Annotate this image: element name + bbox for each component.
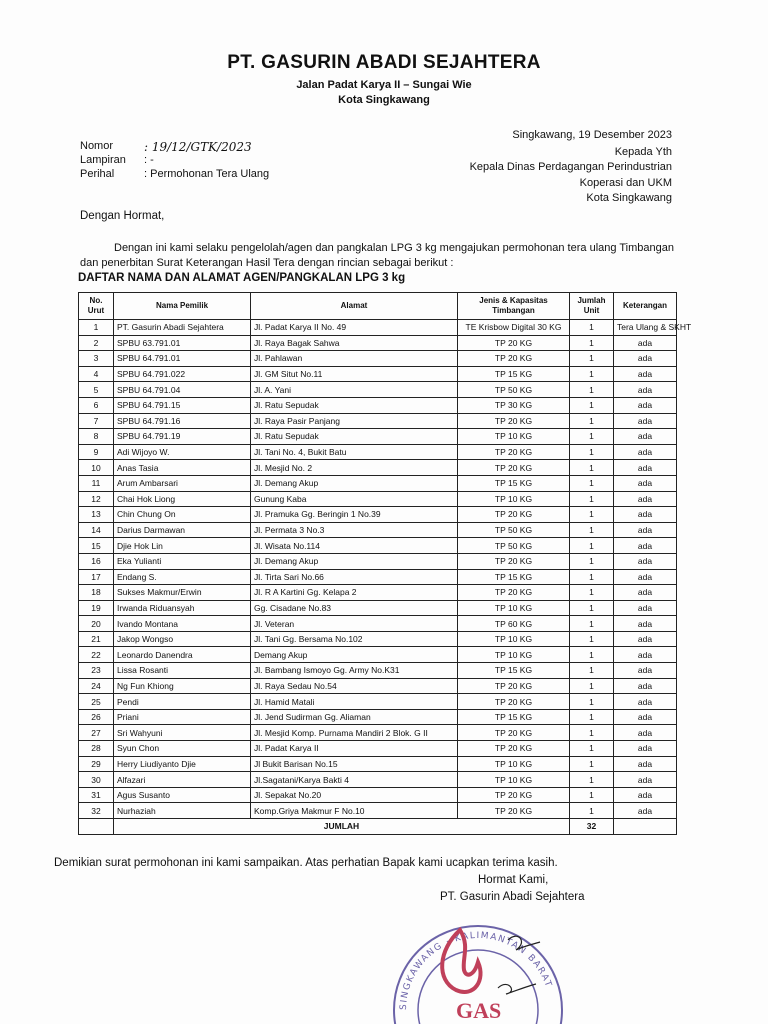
recipient-block	[470, 128, 672, 207]
table-cell: 1	[570, 569, 614, 585]
signer-company: PT. Gasurin Abadi Sejahtera	[440, 891, 585, 903]
table-cell: Jl. Demang Akup	[251, 475, 458, 491]
table-cell: 1	[570, 413, 614, 429]
nomor-value: : 19/12/GTK/2023	[144, 140, 252, 154]
table-cell: Adi Wijoyo W.	[114, 444, 251, 460]
table-cell: ada	[614, 631, 677, 647]
table-cell: TP 50 KG	[458, 522, 570, 538]
body-paragraph	[80, 241, 674, 271]
table-cell: 1	[570, 491, 614, 507]
table-cell: Lissa Rosanti	[114, 663, 251, 679]
table-cell: Endang S.	[114, 569, 251, 585]
column-header: Alamat	[251, 293, 458, 320]
table-cell: Jl. Pramuka Gg. Beringin 1 No.39	[251, 507, 458, 523]
table-cell: 9	[79, 444, 114, 460]
table-cell: 14	[79, 522, 114, 538]
table-cell: TP 10 KG	[458, 491, 570, 507]
table-cell: 1	[79, 320, 114, 336]
table-cell: Jl. A. Yani	[251, 382, 458, 398]
table-cell: TP 15 KG	[458, 709, 570, 725]
table-cell: 1	[570, 709, 614, 725]
table-cell: 24	[79, 678, 114, 694]
table-cell: 22	[79, 647, 114, 663]
table-cell: TP 10 KG	[458, 756, 570, 772]
table-cell: ada	[614, 335, 677, 351]
table-cell: SPBU 64.791.15	[114, 397, 251, 413]
table-row	[79, 522, 677, 538]
table-cell: ada	[614, 475, 677, 491]
table-cell: ada	[614, 553, 677, 569]
table-cell: 1	[570, 741, 614, 757]
table-row	[79, 366, 677, 382]
table-cell: 1	[570, 460, 614, 476]
column-header: Jumlah Unit	[570, 293, 614, 320]
table-cell: 1	[570, 444, 614, 460]
table-cell: PT. Gasurin Abadi Sejahtera	[114, 320, 251, 336]
table-cell: ada	[614, 444, 677, 460]
table-cell: TP 20 KG	[458, 507, 570, 523]
table-cell: 17	[79, 569, 114, 585]
table-cell: 1	[570, 553, 614, 569]
table-cell: 1	[570, 382, 614, 398]
table-cell: 1	[570, 787, 614, 803]
total-row	[79, 819, 677, 835]
table-cell: ada	[614, 756, 677, 772]
table-cell: Jl. Tani No. 4, Bukit Batu	[251, 444, 458, 460]
table-cell: Jl. R A Kartini Gg. Kelapa 2	[251, 585, 458, 601]
table-cell: 31	[79, 787, 114, 803]
table-cell: Jl. Sepakat No.20	[251, 787, 458, 803]
table-cell: Nurhaziah	[114, 803, 251, 819]
table-cell: TP 15 KG	[458, 366, 570, 382]
table-cell: 20	[79, 616, 114, 632]
table-cell: Jl. Tani Gg. Bersama No.102	[251, 631, 458, 647]
table-cell: TP 20 KG	[458, 803, 570, 819]
table-cell: 1	[570, 366, 614, 382]
table-cell: Jl. Pahlawan	[251, 351, 458, 367]
table-cell: Alfazari	[114, 772, 251, 788]
table-cell: Gg. Cisadane No.83	[251, 600, 458, 616]
table-cell: Jl. Raya Sedau No.54	[251, 678, 458, 694]
table-cell: 1	[570, 351, 614, 367]
table-row	[79, 507, 677, 523]
table-cell: TE Krisbow Digital 30 KG	[458, 320, 570, 336]
table-cell: Jl. Ratu Sepudak	[251, 397, 458, 413]
table-cell: 1	[570, 600, 614, 616]
table-cell: 27	[79, 725, 114, 741]
table-cell: ada	[614, 663, 677, 679]
table-row	[79, 351, 677, 367]
table-cell: 23	[79, 663, 114, 679]
table-cell: 4	[79, 366, 114, 382]
table-cell: 1	[570, 803, 614, 819]
table-cell: Jl. Permata 3 No.3	[251, 522, 458, 538]
salutation: Dengan Hormat,	[80, 210, 165, 222]
table-cell: ada	[614, 366, 677, 382]
table-row	[79, 616, 677, 632]
table-cell: 1	[570, 678, 614, 694]
recipient-line-4: Kota Singkawang	[586, 192, 672, 204]
table-row	[79, 725, 677, 741]
table-row	[79, 460, 677, 476]
table-cell: ada	[614, 351, 677, 367]
table-cell: Herry Liudiyanto Djie	[114, 756, 251, 772]
table-row	[79, 491, 677, 507]
table-cell: Jakop Wongso	[114, 631, 251, 647]
table-cell: TP 20 KG	[458, 678, 570, 694]
table-row	[79, 538, 677, 554]
table-cell: ada	[614, 772, 677, 788]
table-cell: Sukses Makmur/Erwin	[114, 585, 251, 601]
table-cell: 15	[79, 538, 114, 554]
table-cell: 1	[570, 694, 614, 710]
table-cell: ada	[614, 725, 677, 741]
table-cell: ada	[614, 413, 677, 429]
table-cell: Djie Hok Lin	[114, 538, 251, 554]
table-row	[79, 678, 677, 694]
table-cell: TP 20 KG	[458, 725, 570, 741]
table-cell: SPBU 64.791.04	[114, 382, 251, 398]
table-cell: Jl. Raya Bagak Sahwa	[251, 335, 458, 351]
table-cell: TP 15 KG	[458, 475, 570, 491]
table-cell: TP 20 KG	[458, 335, 570, 351]
lampiran-label: Lampiran	[80, 154, 126, 166]
recipient-line-2: Kepala Dinas Perdagangan Perindustrian	[469, 161, 672, 173]
table-cell: 1	[570, 756, 614, 772]
table-cell: 10	[79, 460, 114, 476]
table-cell: Ng Fun Khiong	[114, 678, 251, 694]
table-cell: ada	[614, 616, 677, 632]
table-cell: 21	[79, 631, 114, 647]
table-cell: TP 20 KG	[458, 585, 570, 601]
table-row	[79, 397, 677, 413]
table-row	[79, 444, 677, 460]
table-cell: ada	[614, 803, 677, 819]
company-stamp	[378, 900, 578, 1024]
table-cell: 1	[570, 663, 614, 679]
table-cell: TP 20 KG	[458, 460, 570, 476]
table-cell: 1	[570, 397, 614, 413]
table-cell: ada	[614, 569, 677, 585]
table-cell: 30	[79, 772, 114, 788]
table-cell: SPBU 64.791.01	[114, 351, 251, 367]
list-title: DAFTAR NAMA DAN ALAMAT AGEN/PANGKALAN LPG 3 kg	[78, 272, 406, 284]
table-cell: ada	[614, 429, 677, 445]
recipient-line-3: Koperasi dan UKM	[579, 176, 672, 189]
table-cell: SPBU 64.791.022	[114, 366, 251, 382]
table-row	[79, 429, 677, 445]
company-name: PT. GASURIN ABADI SEJAHTERA	[227, 52, 541, 73]
total-label: JUMLAH	[114, 819, 570, 835]
table-cell: Tera Ulang & SKHT	[614, 320, 677, 336]
table-cell: Demang Akup	[251, 647, 458, 663]
table-cell: 1	[570, 616, 614, 632]
nomor-label: Nomor	[80, 140, 114, 152]
perihal-value: : Permohonan Tera Ulang	[144, 168, 270, 180]
table-cell: ada	[614, 585, 677, 601]
table-cell: Jl. Wisata No.114	[251, 538, 458, 554]
table-cell: 1	[570, 585, 614, 601]
company-city: Kota Singkawang	[338, 94, 430, 106]
table-cell: ada	[614, 709, 677, 725]
recipient-line-1: Kepada Yth	[614, 145, 672, 158]
table-cell: Jl. Hamid Matali	[251, 694, 458, 710]
table-cell: ada	[614, 787, 677, 803]
table-cell: 8	[79, 429, 114, 445]
table-cell: Chai Hok Liong	[114, 491, 251, 507]
table-cell: TP 20 KG	[458, 413, 570, 429]
table-cell: 1	[570, 507, 614, 523]
table-cell: SPBU 63.791.01	[114, 335, 251, 351]
table-cell: 32	[79, 803, 114, 819]
company-address: Jalan Padat Karya II – Sungai Wie	[296, 79, 472, 91]
table-cell	[614, 819, 677, 835]
table-cell: 1	[570, 429, 614, 445]
table-cell: 1	[570, 772, 614, 788]
table-cell: Jl.Sagatani/Karya Bakti 4	[251, 772, 458, 788]
table-cell: ada	[614, 522, 677, 538]
table-cell: 2	[79, 335, 114, 351]
table-cell: Jl. Demang Akup	[251, 553, 458, 569]
table-row	[79, 709, 677, 725]
column-header: No. Urut	[79, 293, 114, 320]
table-row	[79, 631, 677, 647]
table-row	[79, 694, 677, 710]
table-cell: 28	[79, 741, 114, 757]
table-cell: Jl. Veteran	[251, 616, 458, 632]
body-text: Dengan ini kami selaku pengelolah/agen dan pangkalan LPG 3 kg mengajukan permohonan tera ulang Timbangan dan penerbitan Surat Keterangan Hasil Tera dengan rincian sebagai berikut :	[80, 242, 674, 269]
table-cell: TP 20 KG	[458, 694, 570, 710]
table-cell: 12	[79, 491, 114, 507]
table-cell: TP 50 KG	[458, 382, 570, 398]
table-cell: SPBU 64.791.19	[114, 429, 251, 445]
table-cell: TP 20 KG	[458, 553, 570, 569]
table-row	[79, 600, 677, 616]
table-cell: TP 20 KG	[458, 444, 570, 460]
total-value: 32	[570, 819, 614, 835]
table-cell: TP 15 KG	[458, 663, 570, 679]
table-cell: TP 20 KG	[458, 787, 570, 803]
table-cell: ada	[614, 741, 677, 757]
table-row	[79, 585, 677, 601]
table-row	[79, 741, 677, 757]
table-cell: Komp.Griya Makmur F No.10	[251, 803, 458, 819]
table-row	[79, 756, 677, 772]
table-cell: ada	[614, 382, 677, 398]
table-cell: Chin Chung On	[114, 507, 251, 523]
table-cell: 3	[79, 351, 114, 367]
table-row	[79, 553, 677, 569]
table-cell: Priani	[114, 709, 251, 725]
table-row	[79, 803, 677, 819]
column-header: Jenis & Kapasitas Timbangan	[458, 293, 570, 320]
table-cell: 19	[79, 600, 114, 616]
table-cell: ada	[614, 647, 677, 663]
letter-meta	[80, 140, 269, 182]
table-cell: TP 60 KG	[458, 616, 570, 632]
table-cell: 16	[79, 553, 114, 569]
table-cell: Jl. Mesjid Komp. Purnama Mandiri 2 Blok. G II	[251, 725, 458, 741]
table-cell: ada	[614, 397, 677, 413]
table-cell: ada	[614, 460, 677, 476]
table-cell: ada	[614, 491, 677, 507]
table-row	[79, 320, 677, 336]
table-row	[79, 335, 677, 351]
signoff: Hormat Kami,	[478, 874, 549, 886]
table-cell	[79, 819, 114, 835]
table-cell: 1	[570, 538, 614, 554]
table-cell: Pendi	[114, 694, 251, 710]
table-cell: Jl. Tirta Sari No.66	[251, 569, 458, 585]
table-cell: TP 30 KG	[458, 397, 570, 413]
lampiran-value: : -	[144, 154, 154, 166]
table-cell: 1	[570, 725, 614, 741]
table-cell: TP 20 KG	[458, 351, 570, 367]
table-cell: Ivando Montana	[114, 616, 251, 632]
table-cell: 1	[570, 647, 614, 663]
table-cell: Jl. Mesjid No. 2	[251, 460, 458, 476]
stamp-logo-text: GAS	[456, 998, 502, 1023]
closing-text: Demikian surat permohonan ini kami sampaikan. Atas perhatian Bapak kami ucapkan terima kasih.	[54, 857, 558, 869]
column-header: Nama Pemilik	[114, 293, 251, 320]
table-cell: Syun Chon	[114, 741, 251, 757]
table-cell: TP 50 KG	[458, 538, 570, 554]
table-cell: 1	[570, 335, 614, 351]
table-cell: 29	[79, 756, 114, 772]
table-cell: TP 10 KG	[458, 647, 570, 663]
table-cell: 6	[79, 397, 114, 413]
table-cell: Agus Susanto	[114, 787, 251, 803]
table-cell: Irwanda Riduansyah	[114, 600, 251, 616]
table-cell: Jl. Bambang Ismoyo Gg. Army No.K31	[251, 663, 458, 679]
table-cell: Sri Wahyuni	[114, 725, 251, 741]
table-cell: TP 10 KG	[458, 600, 570, 616]
table-cell: 26	[79, 709, 114, 725]
table-row	[79, 787, 677, 803]
table-cell: TP 10 KG	[458, 429, 570, 445]
table-cell: 5	[79, 382, 114, 398]
table-cell: 1	[570, 522, 614, 538]
table-cell: TP 10 KG	[458, 631, 570, 647]
column-header: Keterangan	[614, 293, 677, 320]
table-cell: Jl. Ratu Sepudak	[251, 429, 458, 445]
table-row	[79, 382, 677, 398]
table-row	[79, 569, 677, 585]
table-cell: TP 20 KG	[458, 741, 570, 757]
agent-table	[78, 292, 692, 835]
table-row	[79, 772, 677, 788]
letter-date: Singkawang, 19 Desember 2023	[512, 129, 672, 141]
perihal-label: Perihal	[80, 168, 115, 180]
table-cell: 25	[79, 694, 114, 710]
table-cell: ada	[614, 694, 677, 710]
table-cell: Jl. GM Situt No.11	[251, 366, 458, 382]
table-cell: ada	[614, 600, 677, 616]
table-cell: Jl Bukit Barisan No.15	[251, 756, 458, 772]
table-cell: Jl. Raya Pasir Panjang	[251, 413, 458, 429]
table-cell: 1	[570, 475, 614, 491]
table-cell: 13	[79, 507, 114, 523]
stamp-ring-text: SINGKAWANG · KALIMANTAN BARAT	[398, 930, 554, 1011]
table-cell: Leonardo Danendra	[114, 647, 251, 663]
table-row	[79, 475, 677, 491]
table-cell: Arum Ambarsari	[114, 475, 251, 491]
table-row	[79, 413, 677, 429]
table-cell: TP 10 KG	[458, 772, 570, 788]
table-cell: TP 15 KG	[458, 569, 570, 585]
table-cell: ada	[614, 678, 677, 694]
table-cell: SPBU 64.791.16	[114, 413, 251, 429]
table-cell: Jl. Padat Karya II	[251, 741, 458, 757]
table-cell: Gunung Kaba	[251, 491, 458, 507]
table-cell: 1	[570, 631, 614, 647]
table-row	[79, 663, 677, 679]
table-cell: Jl. Padat Karya II No. 49	[251, 320, 458, 336]
table-header-row	[79, 293, 677, 320]
table-cell: 1	[570, 320, 614, 336]
table-cell: Anas Tasia	[114, 460, 251, 476]
table-cell: Jl. Jend Sudirman Gg. Aliaman	[251, 709, 458, 725]
table-row	[79, 647, 677, 663]
table-cell: Darius Darmawan	[114, 522, 251, 538]
table-cell: 11	[79, 475, 114, 491]
table-cell: ada	[614, 538, 677, 554]
table-cell: ada	[614, 507, 677, 523]
table-cell: Eka Yulianti	[114, 553, 251, 569]
table-cell: 18	[79, 585, 114, 601]
table-cell: 7	[79, 413, 114, 429]
